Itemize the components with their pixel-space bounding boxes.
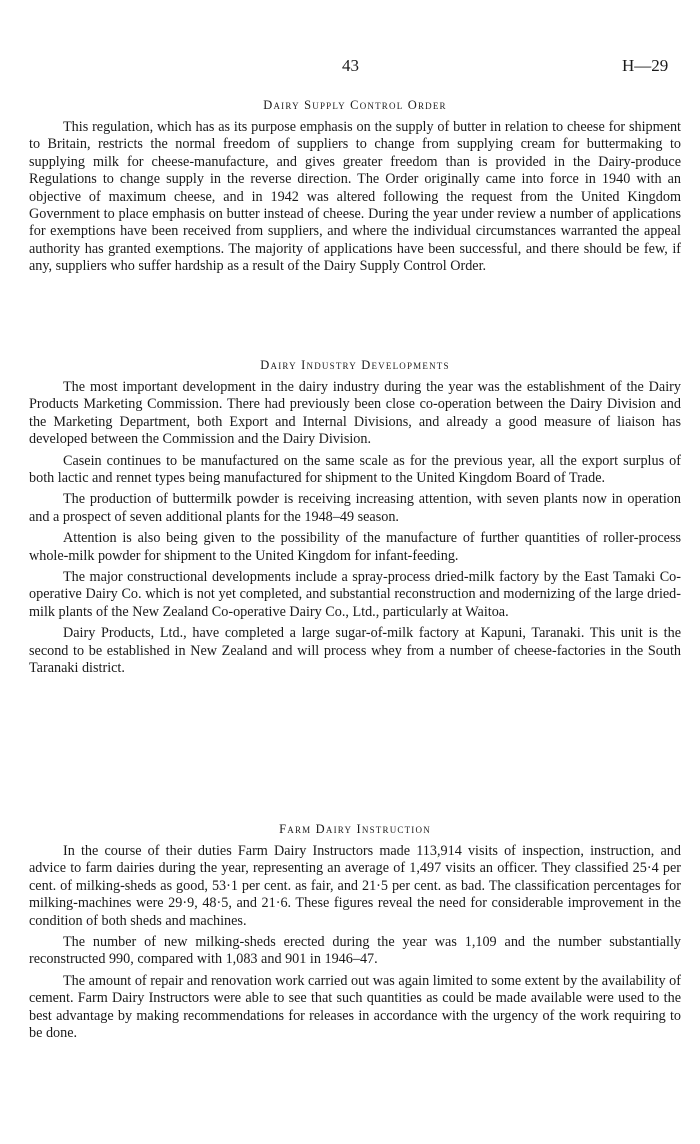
page-number: 43 [342,56,359,75]
paragraph: The amount of repair and renovation work carried out was again limited to some extent by the availability of cement. Farm Dairy Instructors were able to see that such quantities as could be made available were used to the best advantage by making recommendations for releases in accordance with the urgency of the work requiring to be done. [29,972,681,1042]
section-dairy-industry-developments [29,358,681,682]
section-heading: Farm Dairy Instruction [279,822,431,836]
paragraph: The major constructional developments include a spray-process dried-milk factory by the East Tamaki Co-operative Dairy Co. which is not yet completed, and substantial reconstruction and modernizing of the large dried-milk plants of the New Zealand Co-operative Dairy Co., Ltd., particularly at Waitoa. [29,569,681,620]
paragraph: This regulation, which has as its purpose emphasis on the supply of butter in relation to cheese for shipment to Britain, restricts the normal freedom of suppliers to change from supplying cream for buttermaking to supplying milk for cheese-manufacture, and gives greater freedom than is provided in the Dairy-produce Regulations to change supply in the reverse direction. The Order originally came into force in 1940 with an objective of maximum cheese, and in 1942 was altered following the request from the United Kingdom Government to place emphasis on butter instead of cheese. During the year under review a number of applications for exemptions have been received from suppliers, and where the individual circumstances warranted the appeal authority has granted exemptions. The majority of applications have been successful, and there should be few, if any, suppliers who suffer hardship as a result of the Dairy Supply Control Order. [29,119,681,275]
document-reference: H—29 [622,56,669,75]
paragraph: In the course of their duties Farm Dairy Instructors made 113,914 visits of inspection, instruction, and advice to farm dairies during the year, representing an average of 1,497 visits an officer. They classified 25·4 per cent. of milking-sheds as good, 53·1 per cent. as fair, and 21·5 per cent. as bad. The classification percentages for milking-machines were 29·9, 48·5, and 21·6. These figures reveal the need for considerable improvement in the condition of both sheds and machines. [29,843,681,929]
paragraph: Dairy Products, Ltd., have completed a large sugar-of-milk factory at Kapuni, Taranaki. This unit is the second to be established in New Zealand and will process whey from a number of cheese-factories in the South Taranaki district. [29,625,681,677]
section-heading: Dairy Industry Developments [260,358,450,372]
section-dairy-supply-control-order [29,98,681,280]
paragraph: The number of new milking-sheds erected during the year was 1,109 and the number substantially reconstructed 990, compared with 1,083 and 901 in 1946–47. [29,934,681,968]
paragraph: The most important development in the dairy industry during the year was the establishment of the Dairy Products Marketing Commission. There had previously been close co-operation between the Dairy Division and the Marketing Department, both Export and Internal Divisions, and already a good measure of liaison has developed between the Commission and the Dairy Division. [29,379,681,448]
paragraph: Casein continues to be manufactured on the same scale as for the previous year, all the export surplus of both lactic and rennet types being manufactured for shipment to the United Kingdom Board of Trade. [29,452,681,487]
section-heading: Dairy Supply Control Order [263,98,447,112]
paragraph: Attention is also being given to the possibility of the manufacture of further quantities of roller-process whole-milk powder for shipment to the United Kingdom for infant-feeding. [29,530,681,564]
section-farm-dairy-instruction [29,822,681,1046]
paragraph: The production of buttermilk powder is receiving increasing attention, with seven plants now in operation and a prospect of seven additional plants for the 1948–49 season. [29,491,681,525]
